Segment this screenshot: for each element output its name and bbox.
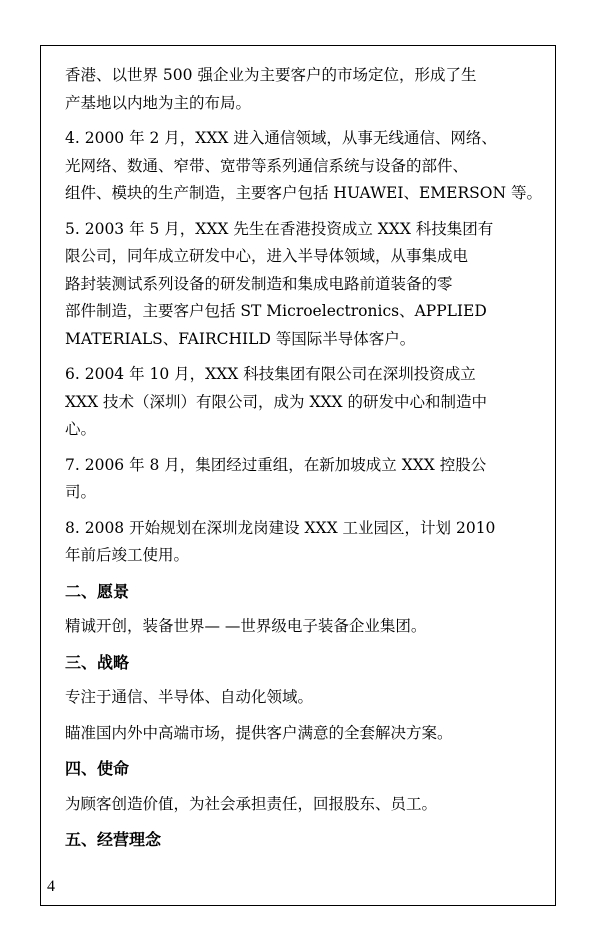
section-heading-mission: 四、使命: [65, 759, 130, 778]
text-line: 限公司，同年成立研发中心，进入半导体领域，从事集成电: [65, 247, 469, 265]
strategy-text-1: 专注于通信、半导体、自动化领域。: [65, 688, 314, 706]
strategy-text-2: 瞄准国内外中高端市场，提供客户满意的全套解决方案。: [65, 723, 453, 742]
vision-text: 精诚开创，装备世界— —世界级电子装备企业集团。: [65, 617, 427, 635]
text-line: 香港、以世界 500 强企业为主要客户的市场定位，形成了生: [65, 66, 477, 84]
text-line: 光网络、数通、窄带、宽带等系列通信系统与设备的部件、: [65, 156, 469, 175]
text-line: 司。: [65, 483, 97, 501]
history-item-8: 8. 2008 开始规划在深圳龙岗建设 XXX 工业园区，计划 2010: [65, 518, 496, 537]
text-line: 路封装测试系列设备的研发制造和集成电路前道装备的零: [65, 274, 453, 293]
text-line: 年前后竣工使用。: [65, 546, 190, 564]
text-line: 产基地以内地为主的布局。: [65, 93, 252, 112]
text-line: MATERIALS、FAIRCHILD 等国际半导体客户。: [65, 329, 416, 348]
page-number: 4: [47, 878, 55, 895]
text-line: 部件制造，主要客户包括 ST Microelectronics、APPLIED: [65, 302, 487, 320]
section-heading-philosophy: 五、经营理念: [65, 830, 162, 849]
history-item-5: 5. 2003 年 5 月，XXX 先生在香港投资成立 XXX 科技集团有: [65, 219, 494, 238]
text-line: 心。: [65, 420, 97, 438]
history-item-6: 6. 2004 年 10 月，XXX 科技集团有限公司在深圳投资成立: [65, 365, 476, 383]
mission-text: 为顾客创造价值，为社会承担责任，回报股东、员工。: [65, 794, 438, 813]
history-item-7: 7. 2006 年 8 月，集团经过重组，在新加坡成立 XXX 控股公: [65, 455, 487, 474]
section-heading-strategy: 三、战略: [65, 652, 130, 672]
history-item-4: 4. 2000 年 2 月，XXX 进入通信领域，从事无线通信、网络、: [65, 129, 497, 147]
document-body: [65, 62, 552, 854]
section-heading-vision: 二、愿景: [65, 581, 130, 601]
text-line: 组件、模块的生产制造，主要客户包括 HUAWEI、EMERSON 等。: [65, 184, 542, 202]
text-line: XXX 技术（深圳）有限公司，成为 XXX 的研发中心和制造中: [65, 392, 487, 411]
